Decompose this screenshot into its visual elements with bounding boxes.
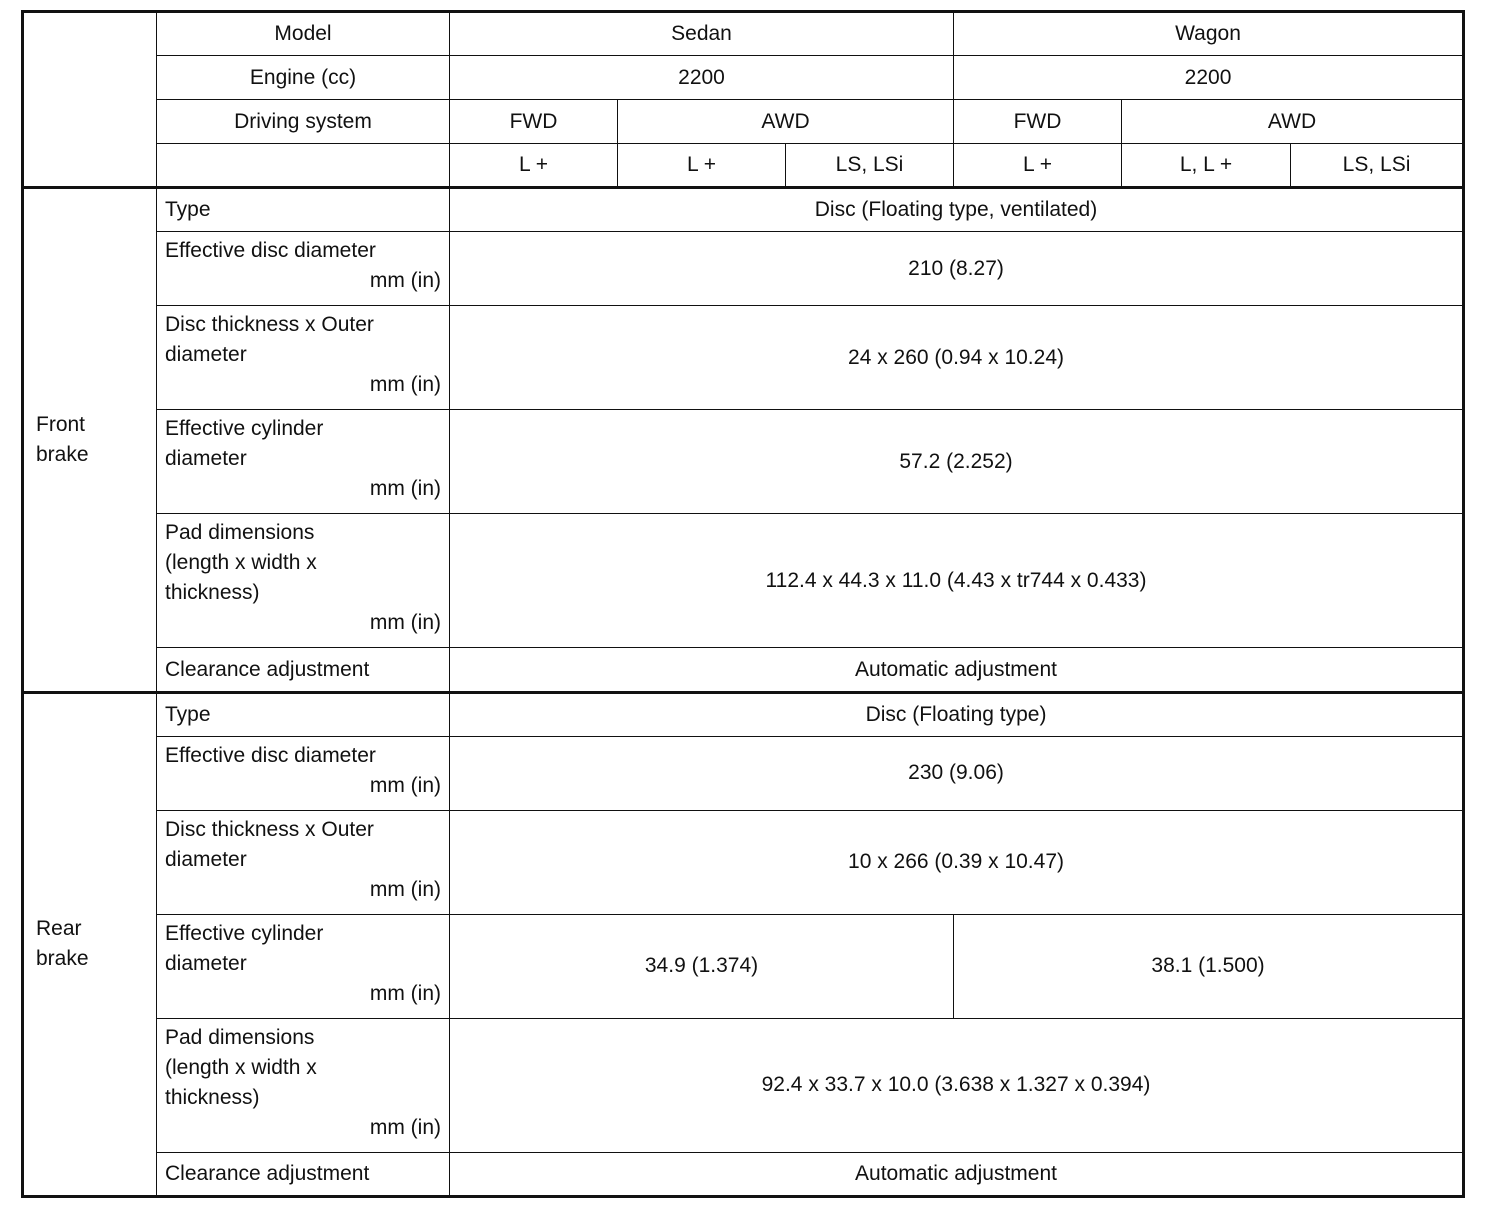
- front-clearance-label: Clearance adjustment: [157, 648, 450, 692]
- rear-eff-cylinder-wagon: 38.1 (1.500): [954, 914, 1464, 1018]
- front-eff-cylinder-label-cell: [157, 410, 450, 514]
- rear-clearance-label: Clearance adjustment: [157, 1152, 450, 1196]
- front-clearance-value: Automatic adjustment: [450, 648, 1464, 692]
- front-eff-disc-value: 210 (8.27): [450, 232, 1464, 306]
- front-eff-disc-label-cell: [157, 232, 450, 306]
- rear-clearance-value: Automatic adjustment: [450, 1152, 1464, 1196]
- front-brake-group: [23, 188, 157, 692]
- front-disc-thickness-label: Disc thickness x Outer diameter: [165, 313, 374, 367]
- model-sedan: Sedan: [450, 12, 954, 56]
- rear-brake-group: [23, 692, 157, 1196]
- front-disc-thickness-unit: mm (in): [369, 373, 441, 397]
- rear-brake-label: Rear brake: [36, 917, 89, 971]
- grade-cell: LS, LSi: [1291, 144, 1464, 188]
- sedan-fwd: FWD: [450, 100, 618, 144]
- rear-pad-dimensions-value: 92.4 x 33.7 x 10.0 (3.638 x 1.327 x 0.394): [450, 1018, 1464, 1152]
- grade-cell: L +: [618, 144, 786, 188]
- rear-pad-dimensions-label-cell: [157, 1018, 450, 1152]
- rear-type-value: Disc (Floating type): [450, 692, 1464, 736]
- front-type-label: Type: [157, 188, 450, 232]
- front-disc-thickness-label-cell: [157, 306, 450, 410]
- front-disc-thickness-value: 24 x 260 (0.94 x 10.24): [450, 306, 1464, 410]
- model-label: Model: [157, 12, 450, 56]
- rear-pad-dimensions-label: Pad dimensions (length x width x thickness): [165, 1025, 317, 1109]
- brake-spec-table: [21, 10, 1465, 1198]
- grade-cell: LS, LSi: [786, 144, 954, 188]
- rear-disc-thickness-label-cell: [157, 810, 450, 914]
- rear-disc-thickness-unit: mm (in): [369, 877, 441, 901]
- front-eff-cylinder-unit: mm (in): [369, 477, 441, 501]
- rear-eff-disc-label-cell: [157, 736, 450, 810]
- header-corner-cell: [23, 12, 157, 188]
- front-type-value: Disc (Floating type, ventilated): [450, 188, 1464, 232]
- front-eff-disc-label: Effective disc diameter: [165, 239, 376, 263]
- rear-pad-dimensions-unit: mm (in): [369, 1115, 441, 1139]
- rear-disc-thickness-label: Disc thickness x Outer diameter: [165, 817, 374, 871]
- wagon-fwd: FWD: [954, 100, 1122, 144]
- driving-system-label: Driving system: [157, 100, 450, 144]
- front-eff-cylinder-label: Effective cylinder diameter: [165, 417, 324, 471]
- front-eff-cylinder-value: 57.2 (2.252): [450, 410, 1464, 514]
- sedan-awd: AWD: [618, 100, 954, 144]
- rear-eff-cylinder-unit: mm (in): [369, 981, 441, 1005]
- grade-label-cell: [157, 144, 450, 188]
- front-pad-dimensions-unit: mm (in): [369, 611, 441, 635]
- front-brake-label: Front brake: [36, 412, 89, 466]
- front-eff-disc-unit: mm (in): [369, 269, 441, 293]
- engine-sedan: 2200: [450, 56, 954, 100]
- wagon-awd: AWD: [1122, 100, 1464, 144]
- rear-eff-cylinder-sedan: 34.9 (1.374): [450, 914, 954, 1018]
- grade-cell: L +: [450, 144, 618, 188]
- grade-cell: L +: [954, 144, 1122, 188]
- rear-disc-thickness-value: 10 x 266 (0.39 x 10.47): [450, 810, 1464, 914]
- rear-eff-disc-unit: mm (in): [369, 773, 441, 797]
- rear-eff-cylinder-label: Effective cylinder diameter: [165, 921, 324, 975]
- grade-cell: L, L +: [1122, 144, 1291, 188]
- rear-eff-cylinder-label-cell: [157, 914, 450, 1018]
- rear-eff-disc-label: Effective disc diameter: [165, 743, 376, 767]
- engine-label: Engine (cc): [157, 56, 450, 100]
- rear-eff-disc-value: 230 (9.06): [450, 736, 1464, 810]
- front-pad-dimensions-label: Pad dimensions (length x width x thickness): [165, 521, 317, 605]
- model-wagon: Wagon: [954, 12, 1464, 56]
- engine-wagon: 2200: [954, 56, 1464, 100]
- front-pad-dimensions-value: 112.4 x 44.3 x 11.0 (4.43 x tr744 x 0.433): [450, 514, 1464, 648]
- front-pad-dimensions-label-cell: [157, 514, 450, 648]
- rear-type-label: Type: [157, 692, 450, 736]
